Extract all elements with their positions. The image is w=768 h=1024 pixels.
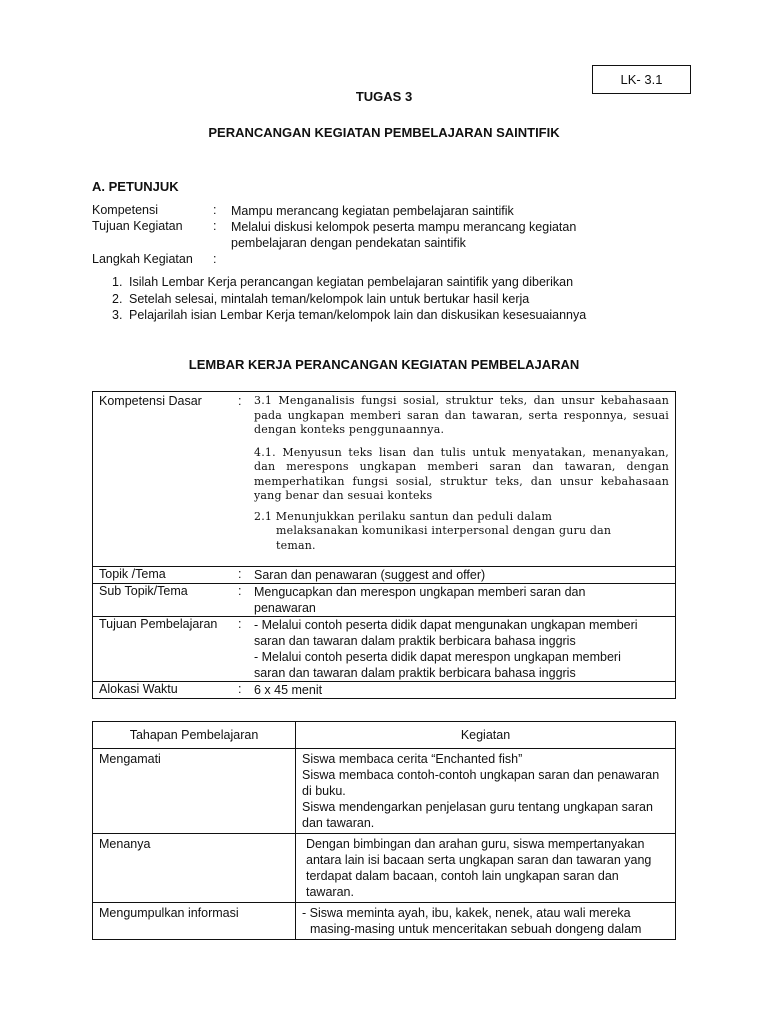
kompetensi-dasar-colon: : xyxy=(238,394,242,408)
tahap-cell: Mengumpulkan informasi xyxy=(93,903,296,940)
tujuan-kegiatan-value xyxy=(231,219,611,251)
kegiatan-cell xyxy=(296,834,676,903)
tujuan-kegiatan-label: Tujuan Kegiatan xyxy=(92,219,183,233)
tujuan-kegiatan-colon: : xyxy=(213,219,217,233)
kegiatan-line: dan tawaran. xyxy=(302,816,375,830)
topik-label: Topik /Tema xyxy=(99,567,166,581)
tujuan-line: - Melalui contoh peserta didik dapat mengunakan ungkapan memberi xyxy=(254,618,638,632)
kd-3-1: 3.1 Menganalisis fungsi sosial, struktur teks, dan unsur kebahasaan pada ungkapan memberi saran dan tawaran, serta responnya, sesuai dengan konteks penggunaannya. xyxy=(254,394,669,436)
kd-2-1-line-3: teman. xyxy=(276,538,316,552)
step-text: Isilah Lembar Kerja perancangan kegiatan pembelajaran saintifik yang diberikan xyxy=(129,275,574,289)
row-sub-topik xyxy=(93,584,676,617)
kd-4-1: 4.1. Menyusun teks lisan dan tulis untuk menyatakan, menanyakan, dan merespons ungkapan memberi saran dan tawaran, dengan memperhatikan fungsi sosial, struktur teks, dan unsur kebahasaan yang benar dan sesuai konteks xyxy=(254,445,669,502)
kegiatan-line: Siswa membaca cerita “Enchanted fish” xyxy=(302,752,523,766)
tahapan-header-row xyxy=(93,722,676,749)
tujuan-pembelajaran-value xyxy=(254,617,675,681)
cell-kompetensi-dasar xyxy=(93,392,676,567)
kegiatan-line: Siswa mendengarkan penjelasan guru tentang ungkapan saran xyxy=(302,800,653,814)
lembar-kerja-table xyxy=(92,391,676,699)
kd-2-1-line-1: 2.1 Menunjukkan perilaku santun dan peduli dalam xyxy=(254,509,553,523)
alokasi-waktu-value: 6 x 45 menit xyxy=(254,683,323,697)
kegiatan-line: - Siswa meminta ayah, ibu, kakek, nenek, atau wali mereka xyxy=(302,906,631,920)
sub-topik-line-2: penawaran xyxy=(254,601,316,615)
topik-value: Saran dan penawaran (suggest and offer) xyxy=(254,568,486,582)
step-item xyxy=(112,307,586,324)
kegiatan-cell xyxy=(296,749,676,834)
tahap-cell: Menanya xyxy=(93,834,296,903)
kegiatan-line: tawaran. xyxy=(306,885,354,899)
kegiatan-cell xyxy=(296,903,676,940)
document-code: LK- 3.1 xyxy=(620,72,663,87)
langkah-steps-list xyxy=(112,274,586,324)
kd-2-1 xyxy=(254,510,669,554)
tujuan-line: - Melalui contoh peserta didik dapat merespon ungkapan memberi xyxy=(254,650,621,664)
kompetensi-colon: : xyxy=(213,203,217,217)
cell-alokasi-waktu xyxy=(93,682,676,699)
table-row xyxy=(93,903,676,940)
step-number: 2. xyxy=(112,291,123,306)
step-item xyxy=(112,274,586,291)
topik-colon: : xyxy=(238,567,242,581)
step-number: 1. xyxy=(112,275,123,289)
kegiatan-line: masing-masing untuk menceritakan sebuah dongeng dalam xyxy=(310,922,642,936)
alokasi-waktu-colon: : xyxy=(238,682,242,696)
kompetensi-dasar-label: Kompetensi Dasar xyxy=(99,394,202,408)
table-row xyxy=(93,749,676,834)
step-item xyxy=(112,291,586,308)
tujuan-kegiatan-line-2: pembelajaran dengan pendekatan saintifik xyxy=(231,236,466,250)
section-heading-petunjuk: A. PETUNJUK xyxy=(92,179,179,194)
sub-topik-label: Sub Topik/Tema xyxy=(99,584,188,598)
table-row xyxy=(93,834,676,903)
page-title: TUGAS 3 xyxy=(355,89,413,104)
row-tujuan-pembelajaran xyxy=(93,617,676,682)
kegiatan-line: antara lain isi bacaan serta ungkapan saran dan tawaran yang xyxy=(306,853,652,867)
tujuan-pembelajaran-label: Tujuan Pembelajaran xyxy=(99,617,218,631)
header-tahapan: Tahapan Pembelajaran xyxy=(93,722,296,749)
kegiatan-line: di buku. xyxy=(302,784,346,798)
cell-topik xyxy=(93,567,676,584)
kegiatan-line: Dengan bimbingan dan arahan guru, siswa mempertanyakan xyxy=(306,837,645,851)
langkah-kegiatan-colon: : xyxy=(213,252,217,266)
kompetensi-label: Kompetensi xyxy=(92,203,159,217)
cell-sub-topik xyxy=(93,584,676,617)
tujuan-kegiatan-line-1: Melalui diskusi kelompok peserta mampu merancang kegiatan xyxy=(231,220,577,234)
kompetensi-value: Mampu merancang kegiatan pembelajaran saintifik xyxy=(231,204,514,218)
tujuan-line: saran dan tawaran dalam praktik berbicara bahasa inggris xyxy=(254,634,576,648)
row-kompetensi-dasar xyxy=(93,392,676,567)
alokasi-waktu-label: Alokasi Waktu xyxy=(99,682,178,696)
cell-tujuan-pembelajaran xyxy=(93,617,676,682)
kompetensi-dasar-value xyxy=(254,394,675,553)
tahap-cell: Mengamati xyxy=(93,749,296,834)
sub-topik-line-1: Mengucapkan dan merespon ungkapan memberi saran dan xyxy=(254,585,586,599)
page-subtitle: PERANCANGAN KEGIATAN PEMBELAJARAN SAINTIFIK xyxy=(208,125,560,140)
langkah-kegiatan-label: Langkah Kegiatan xyxy=(92,252,193,266)
tujuan-pembelajaran-colon: : xyxy=(238,617,242,631)
tujuan-line: saran dan tawaran dalam praktik berbicara bahasa inggris xyxy=(254,666,576,680)
step-number: 3. xyxy=(112,308,123,322)
kd-2-1-line-2: melaksanakan komunikasi interpersonal dengan guru dan xyxy=(276,524,612,537)
sub-topik-colon: : xyxy=(238,584,242,598)
row-topik xyxy=(93,567,676,584)
sub-topik-value xyxy=(254,584,675,616)
tahapan-pembelajaran-table xyxy=(92,721,676,940)
step-text: Setelah selesai, mintalah teman/kelompok lain untuk bertukar hasil kerja xyxy=(129,291,530,306)
kegiatan-line: terdapat dalam bacaan, contoh lain ungkapan saran dan xyxy=(306,869,619,883)
header-kegiatan: Kegiatan xyxy=(296,722,676,749)
step-text: Pelajarilah isian Lembar Kerja teman/kelompok lain dan diskusikan kesesuaiannya xyxy=(129,308,587,322)
lembar-kerja-title: LEMBAR KERJA PERANCANGAN KEGIATAN PEMBELAJARAN xyxy=(188,357,580,372)
row-alokasi-waktu xyxy=(93,682,676,699)
kegiatan-line: Siswa membaca contoh-contoh ungkapan saran dan penawaran xyxy=(302,768,660,782)
